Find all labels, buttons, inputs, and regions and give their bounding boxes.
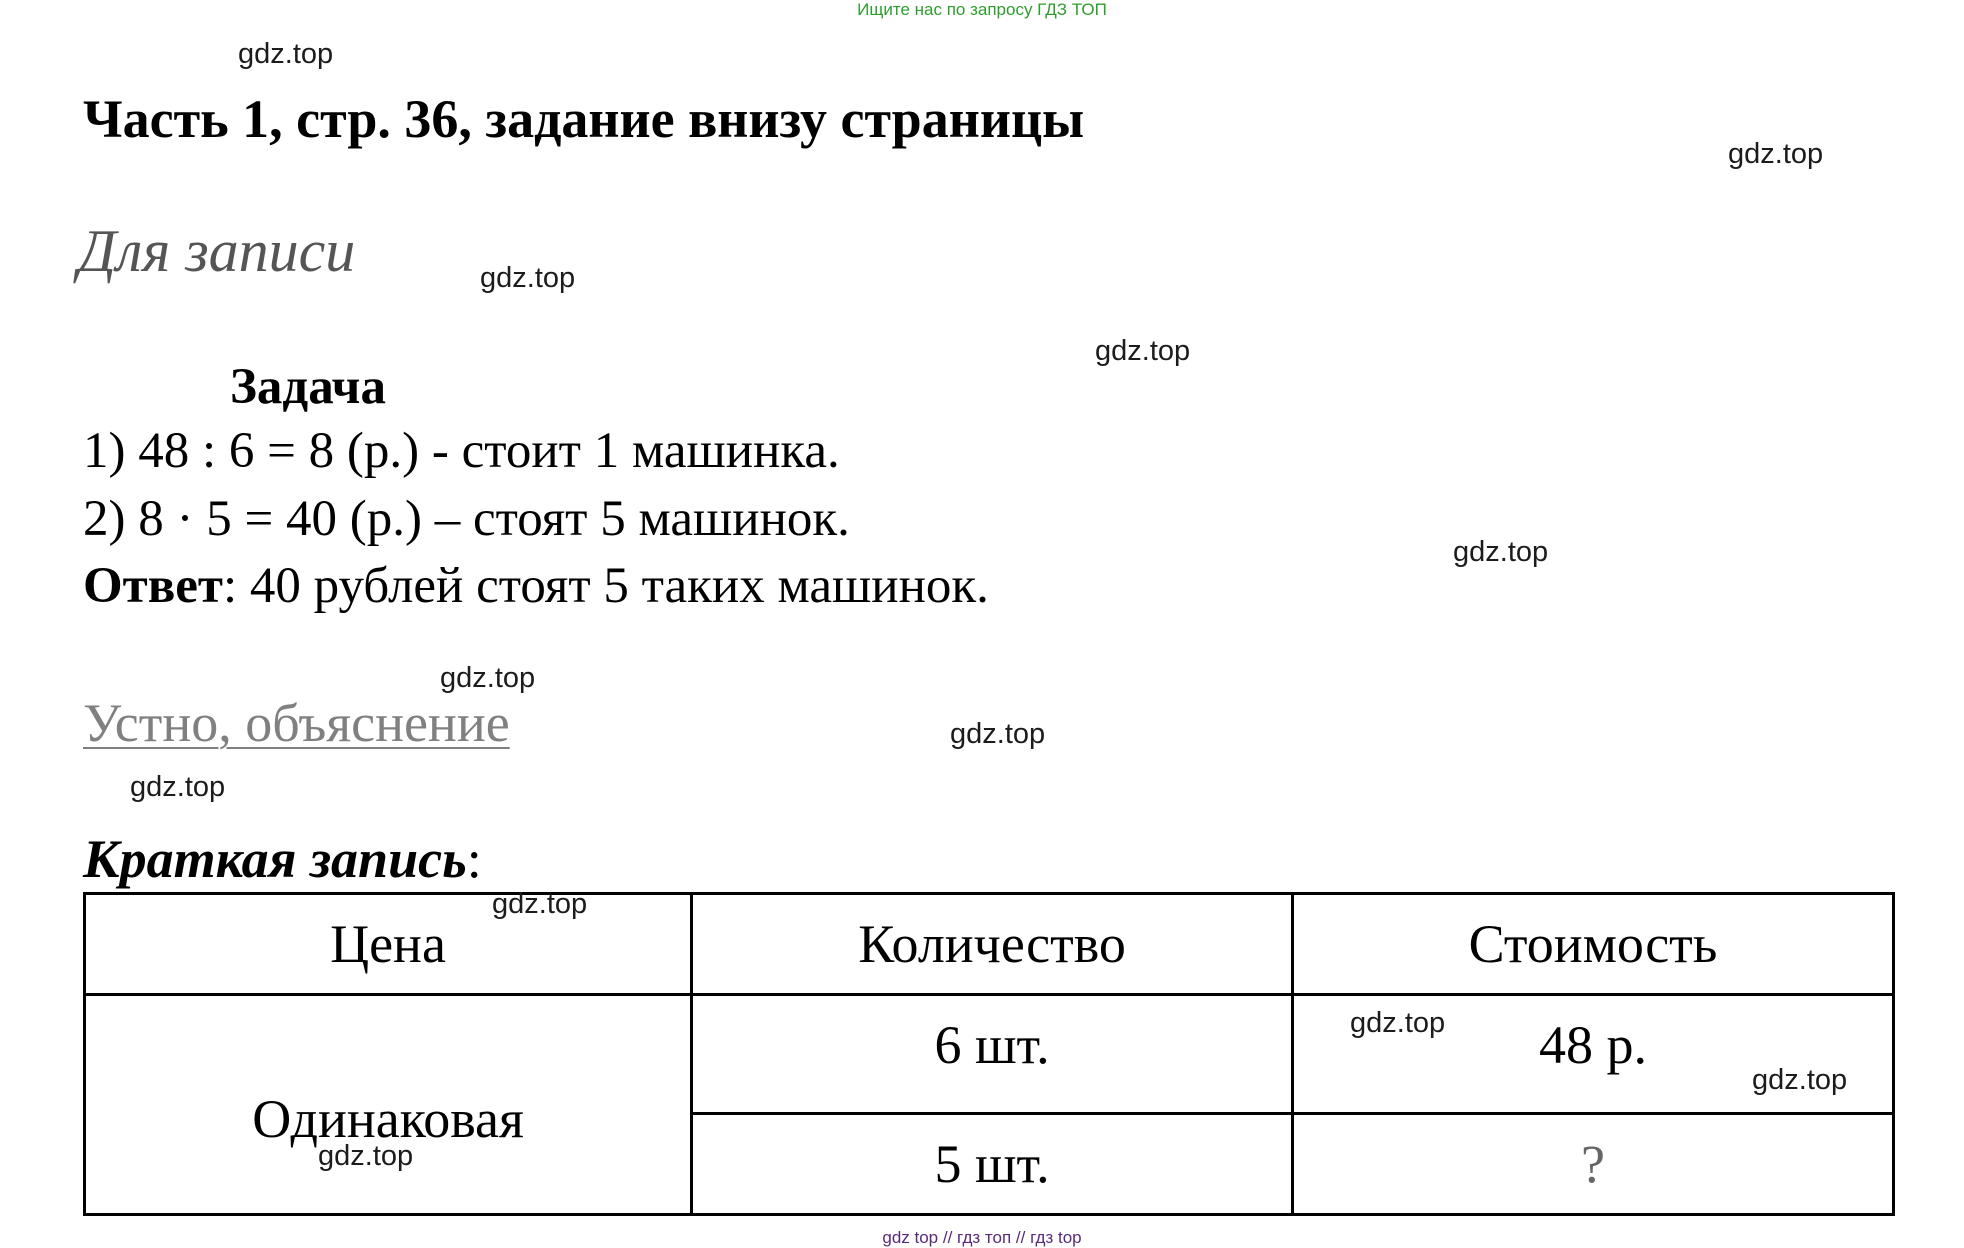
record-heading: Для записи: [78, 218, 356, 284]
watermark: gdz.top: [130, 771, 226, 803]
top-banner[interactable]: Ищите нас по запросу ГДЗ ТОП: [857, 0, 1107, 19]
footer-link[interactable]: гдз топ: [957, 1228, 1012, 1247]
watermark: gdz.top: [1350, 1007, 1446, 1039]
watermark: gdz.top: [1752, 1064, 1848, 1096]
answer-line: [83, 557, 989, 615]
short-record-label: Краткая запись: [83, 829, 467, 889]
table-row: [85, 995, 1894, 1114]
answer-label: Ответ: [83, 558, 223, 614]
watermark: gdz.top: [440, 662, 536, 694]
footer-separator: //: [942, 1228, 953, 1247]
short-record-colon: :: [466, 829, 482, 889]
watermark: gdz.top: [1095, 335, 1191, 367]
watermark: gdz.top: [480, 262, 576, 294]
header-price: Цена: [85, 894, 692, 995]
footer-links: [0, 1228, 1964, 1248]
quantity-cell: 6 шт.: [692, 995, 1293, 1114]
footer-separator: //: [1015, 1228, 1026, 1247]
short-record-heading: [83, 828, 482, 890]
solution-step-1: 1) 48 : 6 = 8 (р.) - стоит 1 машинка.: [83, 423, 840, 479]
page-title: Часть 1, стр. 36, задание внизу страницы: [83, 89, 1085, 149]
footer-link[interactable]: гдз top: [1030, 1228, 1082, 1247]
answer-text: : 40 рублей стоят 5 таких машинок.: [222, 558, 989, 614]
task-heading: Задача: [230, 359, 386, 415]
solution-step-2: 2) 8 · 5 = 40 (р.) – стоят 5 машинок.: [83, 491, 850, 547]
footer-link[interactable]: gdz top: [882, 1228, 939, 1247]
quantity-cell: 5 шт.: [692, 1114, 1293, 1215]
oral-explanation-link[interactable]: Устно, объяснение: [83, 693, 510, 753]
header-cost: Стоимость: [1293, 894, 1894, 995]
table-header-row: [85, 894, 1894, 995]
watermark: gdz.top: [1453, 536, 1549, 568]
header-quantity: Количество: [692, 894, 1293, 995]
watermark: gdz.top: [1728, 138, 1824, 170]
cost-cell-unknown: ?: [1293, 1114, 1894, 1215]
watermark: gdz.top: [492, 888, 588, 920]
cost-cell: 48 р.: [1293, 995, 1894, 1114]
price-cell: Одинаковая: [85, 995, 692, 1215]
watermark: gdz.top: [318, 1140, 414, 1172]
watermark: gdz.top: [238, 38, 334, 70]
watermark: gdz.top: [950, 718, 1046, 750]
